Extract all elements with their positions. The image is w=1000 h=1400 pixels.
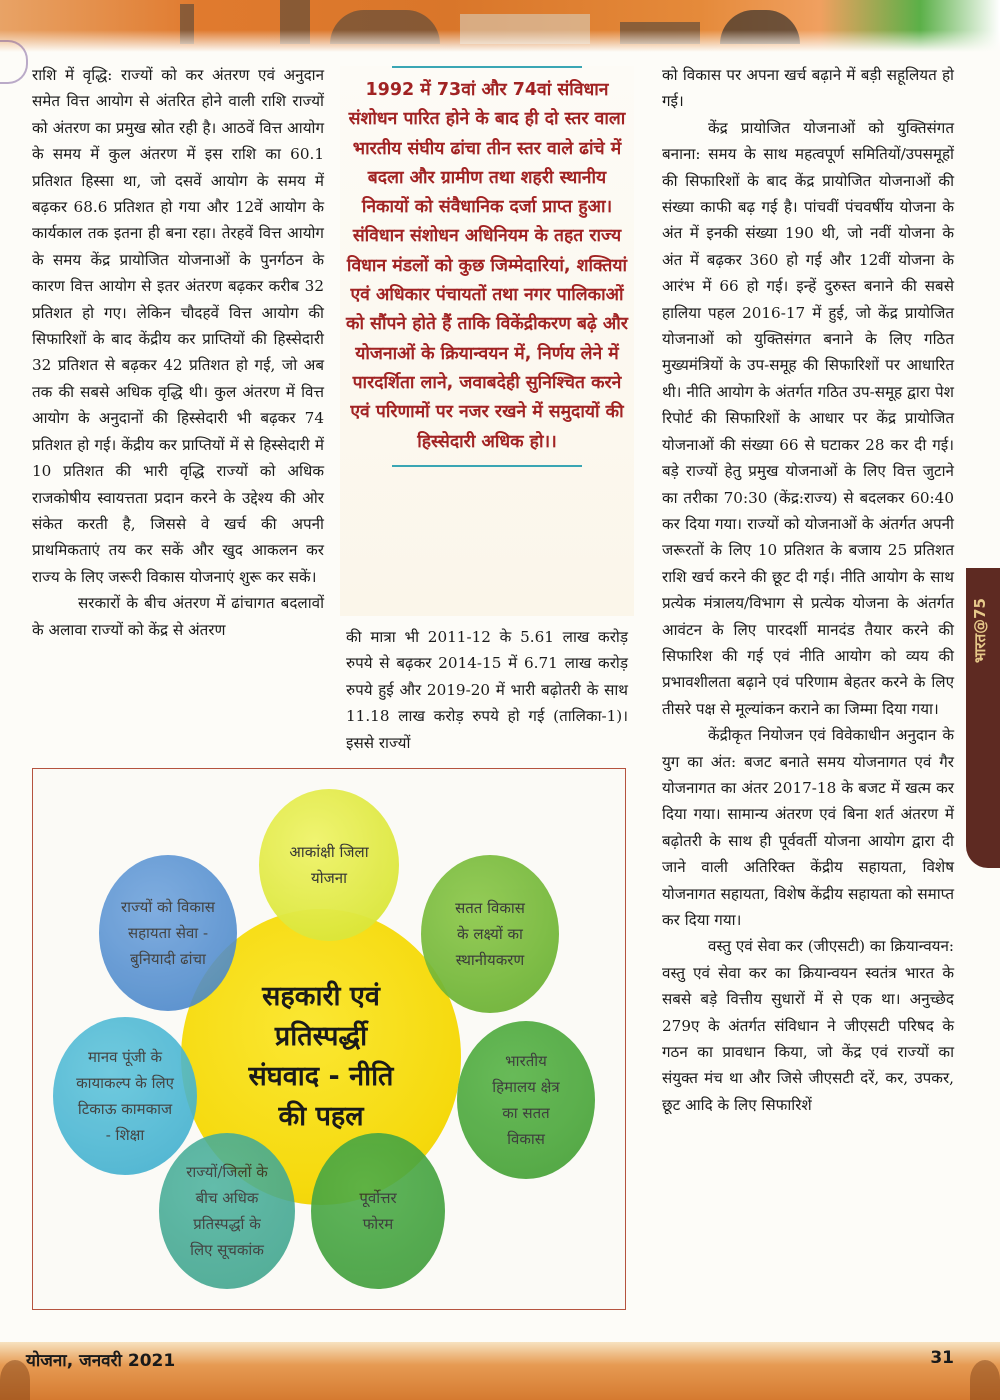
footer — [0, 1342, 1000, 1400]
center-line: सहकारी एवं — [262, 981, 380, 1012]
header-banner — [0, 0, 1000, 52]
node-aspirational-districts — [259, 789, 399, 941]
side-tab — [966, 568, 1000, 868]
node-line: स्थानीयकरण — [455, 951, 525, 969]
center-line: प्रतिस्पर्द्धी — [274, 1021, 368, 1052]
side-tab-label: भारत@75 — [971, 598, 989, 663]
ornament-icon — [0, 1360, 30, 1400]
node-line: लिए सूचकांक — [190, 1241, 264, 1259]
node-line: टिकाऊ कामकाज — [77, 1100, 173, 1118]
node-line: सतत विकास — [455, 899, 525, 917]
node-line: पूर्वोत्तर — [359, 1189, 397, 1207]
node-line: फोरम — [362, 1215, 394, 1233]
center-line: की पहल — [278, 1101, 364, 1132]
pull-quote — [340, 66, 634, 616]
node-northeast-forum — [311, 1133, 445, 1289]
node-infrastructure — [99, 855, 237, 1011]
node-line: का सतत — [502, 1104, 550, 1122]
paragraph: वस्तु एवं सेवा कर (जीएसटी) का क्रियान्वयन: वस्तु एवं सेवा कर का क्रियान्वयन स्वतंत्र भारत के सबसे बड़े वित्तीय सुधारों में से एक था। अनुच्छेद 279ए के अंतर्गत संविधान ने जीएसटी परिषद के गठन का प्रावधान किया, जो केंद्र एवं राज्यों का संयुक्त मंच था और जिसे जीएसटी दरें, कर, उपकर, छूट आदि के लिए सिफारिशें — [662, 937, 954, 1114]
node-line: योजना — [311, 869, 347, 887]
paragraph: की मात्रा भी 2011-12 के 5.61 लाख करोड़ रुपये से बढ़कर 2014-15 में 6.71 लाख करोड़ रुपये हुई और 2019-20 में भारी बढ़ोतरी के साथ 11.18 लाख करोड़ रुपये हो गई (तालिका-1)। इससे राज्यों — [346, 628, 628, 752]
paragraph: राशि में वृद्धि: राज्यों को कर अंतरण एवं अनुदान समेत वित्त आयोग से अंतरित होने वाली राशि राज्यों को अंतरण का प्रमुख स्रोत रही है। आठवें वित्त आयोग के समय में कुल अंतरण में इस राशि का 60.1 प्रतिशत हिस्सा था, जो दसवें आयोग के समय में बढ़कर 68.6 प्रतिशत हो गया और 12वें आयोग के कार्यकाल तक इतना ही बना रहा। तेरहवें वित्त आयोग के समय केंद्र प्रायोजित योजनाओं के पुनर्गठन के कारण वित्त आयोग से इतर अंतरण बढ़कर करीब 32 प्रतिशत हो गए। लेकिन चौदहवें वित्त आयोग की सिफारिशों के बाद केंद्रीय कर प्राप्तियों की हिस्सेदारी 32 प्रतिशत से बढ़कर 42 प्रतिशत हो गई, जो अब तक की सबसे अधिक वृद्धि थी। कुल अंतरण में वित्त आयोग के अनुदानों की हिस्सेदारी भी बढ़कर 74 प्रतिशत हो गई। केंद्रीय कर प्राप्तियों में से हिस्सेदारी में 10 प्रतिशत की भारी वृद्धि राज्यों को अधिक राजकोषीय स्वायत्तता प्रदान करने के उद्देश्य की ओर संकेत करती है, जिससे वे खर्च की अपनी प्राथमिकताएं तय कर सकें और खुद आकलन कर राज्य के लिए जरूरी विकास योजनाएं शुरू कर सकें। — [32, 66, 324, 586]
node-line: राज्यों/जिलों के — [186, 1163, 268, 1181]
left-column — [32, 62, 324, 643]
right-column — [662, 62, 954, 1118]
node-himalayan — [457, 1021, 595, 1179]
federalism-diagram — [32, 768, 626, 1310]
middle-column — [346, 624, 628, 756]
node-line: हिमालय क्षेत्र — [492, 1078, 560, 1096]
ornament-icon — [970, 1360, 1000, 1400]
center-line: संघवाद - नीति — [248, 1061, 394, 1092]
node-line: बुनियादी ढांचा — [130, 950, 206, 968]
paragraph: को विकास पर अपना खर्च बढ़ाने में बड़ी सहूलियत हो गई। — [662, 66, 954, 111]
paragraph: सरकारों के बीच अंतरण में ढांचागत बदलावों के अलावा राज्यों को केंद्र से अंतरण — [32, 594, 324, 639]
paragraph: केंद्रीकृत नियोजन एवं विवेकाधीन अनुदान के युग का अंत: बजट बनाते समय योजनागत एवं गैर योजनागत का अंतर 2017-18 के बजट में खत्म कर दिया गया। सामान्य अंतरण एवं बिना शर्त अंतरण में बढ़ोतरी के साथ ही पूर्ववर्ती योजना आयोग द्वारा दी जाने वाली अतिरिक्त केंद्रीय सहायता, विशेष योजनागत सहायता, विशेष केंद्रीय सहायता को समाप्त कर दिया गया। — [662, 726, 954, 929]
node-line: प्रतिस्पर्द्धा के — [193, 1215, 261, 1233]
node-line: - शिक्षा — [105, 1126, 145, 1144]
page-number: 31 — [930, 1348, 954, 1368]
node-line: के लक्ष्यों का — [457, 925, 523, 943]
node-line: मानव पूंजी के — [87, 1048, 163, 1066]
paragraph: केंद्र प्रायोजित योजनाओं को युक्तिसंगत बनाना: समय के साथ महत्वपूर्ण समितियों/उपसमूहों की सिफारिशों के बाद केंद्र प्रायोजित योजनाओं की संख्या काफी बढ़ गई है। पांचवीं पंचवर्षीय योजना के अंत में इनकी संख्या 190 थी, जो नवीं योजना के अंत में बढ़कर 360 हो गई और 12वीं योजना के आरंभ में 66 हो गई। इन्हें दुरुस्त बनाने की सबसे हालिया पहल 2016-17 में हुई, जो केंद्र प्रायोजित योजनाओं को युक्तिसंगत बनाने के लिए गठित मुख्यमंत्रियों के उप-समूह की सिफारिशों पर आधारित थी। नीति आयोग के अंतर्गत गठित उप-समूह द्वारा पेश रिपोर्ट की सिफारिशों के आधार पर केंद्र प्रायोजित योजनाओं की संख्या 66 से घटाकर 28 कर दी गई। बड़े राज्यों हेतु प्रमुख योजनाओं के लिए वित्त जुटाने का तरीका 70:30 (केंद्र:राज्य) से बदलकर 60:40 कर दिया गया। राज्यों को योजनाओं के अंतर्गत अपनी जरूरतों के लिए 10 प्रतिशत के बजाय 25 प्रतिशत राशि खर्च करने की छूट दी गई। नीति आयोग के साथ प्रत्येक मंत्रालय/विभाग से प्रत्येक योजना के अंतर्गत आवंटन के लिए पारदर्शी मानदंड तैयार करने की सिफारिश की गई एवं नीति आयोग को व्यय की प्रभावशीलता बढ़ाने एवं परिणाम बेहतर करने के लिए तीसरे पक्ष से मूल्यांकन कराने का जिम्मा दिया गया। — [662, 118, 954, 718]
node-line: बीच अधिक — [195, 1189, 259, 1207]
node-sdg-localization — [421, 855, 559, 1013]
node-line: विकास — [507, 1130, 545, 1148]
node-line: कायाकल्प के लिए — [76, 1074, 174, 1092]
quote-bottom-rule — [392, 465, 582, 467]
node-line: आकांक्षी जिला — [289, 843, 369, 861]
node-education — [53, 1017, 197, 1175]
quote-top-rule — [392, 66, 582, 68]
magazine-issue: योजना, जनवरी 2021 — [26, 1351, 176, 1371]
pull-quote-text: 1992 में 73वां और 74वां संविधान संशोधन पारित होने के बाद ही दो स्तर वाला भारतीय संघीय ढांचा तीन स्तर वाले ढांचे में बदला और ग्रामीण तथा शहरी स्थानीय निकायों को संवैधानिक दर्जा प्राप्त हुआ। संविधान संशोधन अधिनियम के तहत राज्य विधान मंडलों को कुछ जिम्मेदारियां, शक्तियां एवं अधिकार पंचायतों तथा नगर पालिकाओं को सौंपने होते हैं ताकि विकेंद्रीकरण बढ़े और योजनाओं के क्रियान्वयन में, निर्णय लेने में पारदर्शिता लाने, जवाबदेही सुनिश्चित करने एवं परिणामों पर नजर रखने में समुदायों की हिस्सेदारी अधिक हो।। — [346, 80, 628, 452]
node-line: भारतीय — [505, 1052, 547, 1070]
node-line: सहायता सेवा - — [127, 924, 209, 942]
node-competition-index — [159, 1133, 295, 1289]
node-line: राज्यों को विकास — [121, 898, 215, 916]
